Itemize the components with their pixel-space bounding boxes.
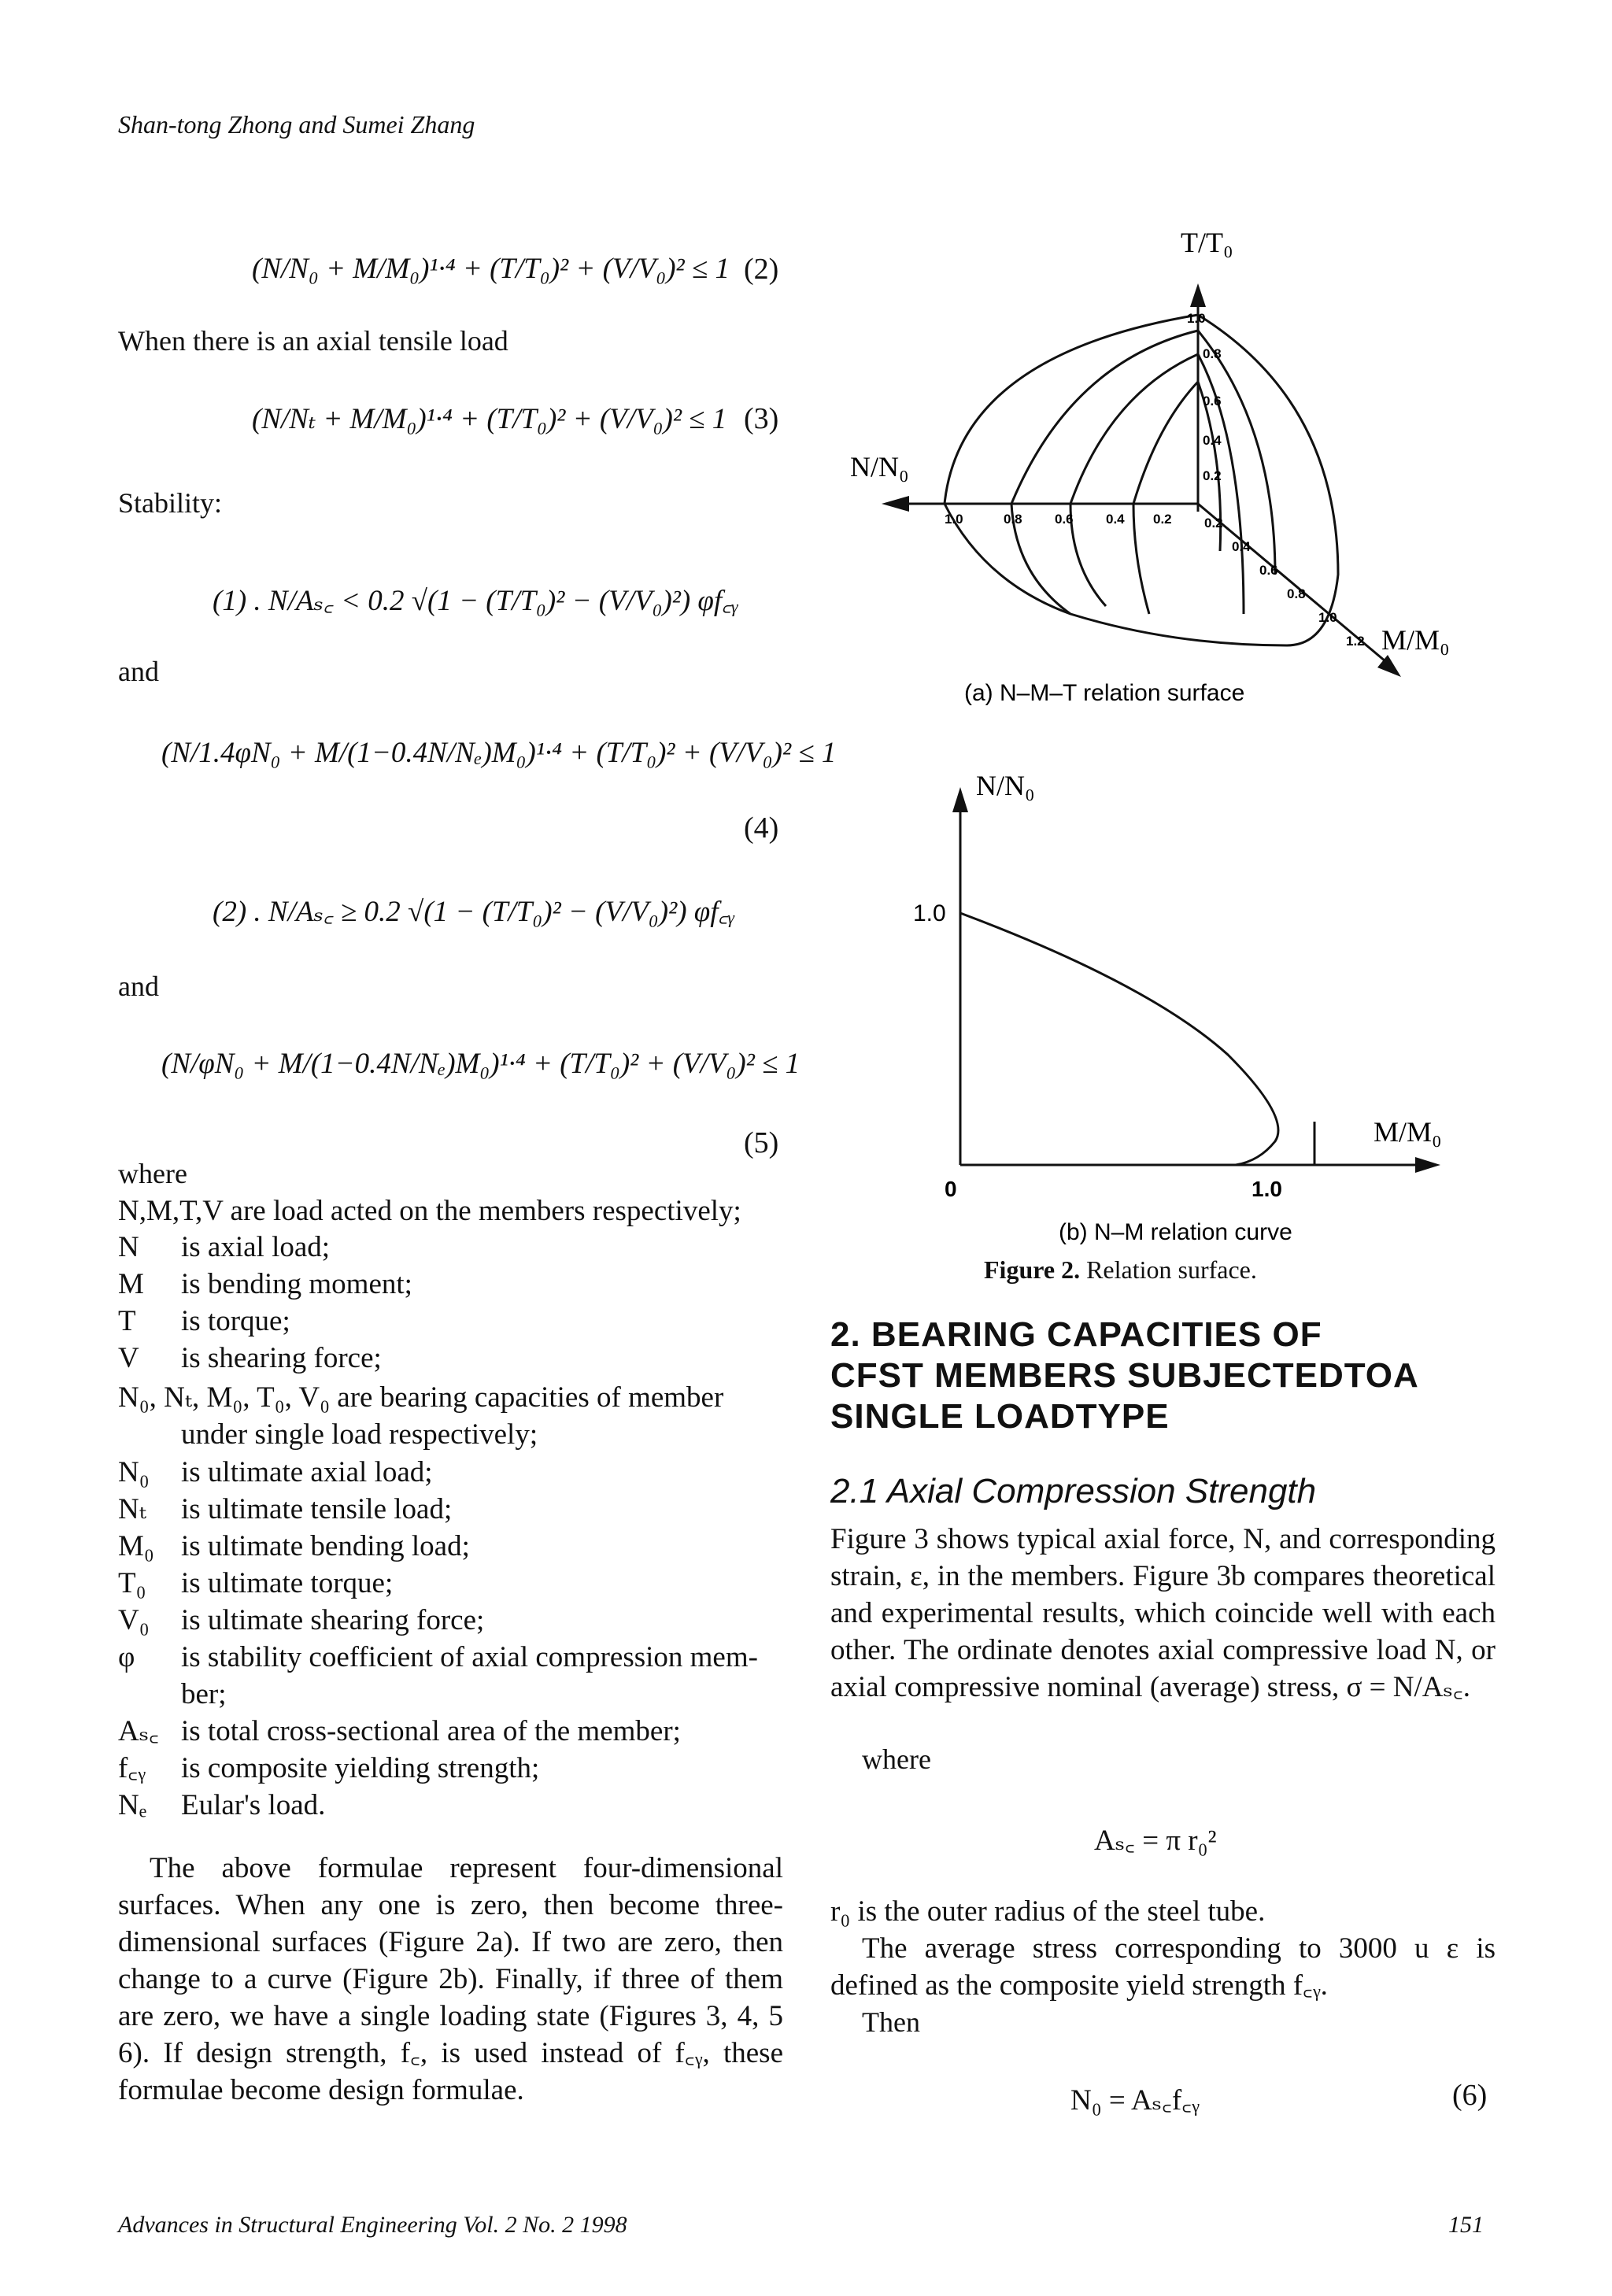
capacities-line-2: under single load respectively; [181, 1418, 538, 1451]
vert-tick: 0.6 [1203, 394, 1222, 409]
symbol: φ [118, 1641, 135, 1673]
figure-2a [834, 205, 1543, 724]
symbol: Aₛ꜀ [118, 1715, 159, 1747]
symbol: N [118, 1231, 139, 1263]
arrow-left-icon [882, 496, 909, 512]
page-number: 151 [1448, 2212, 1484, 2238]
origin-label: 0 [945, 1177, 957, 1201]
section-heading-line: SINGLE LOADTYPE [830, 1397, 1170, 1436]
symbol: V [118, 1342, 139, 1374]
vert-tick: 0.2 [1203, 468, 1222, 483]
equation-3: (N/Nₜ + M/M₀)¹·⁴ + (T/T₀)² + (V/V₀)² ≤ 1 [252, 403, 727, 435]
symbol-definition: is torque; [181, 1305, 290, 1337]
n-m-curve [960, 913, 1278, 1165]
equation-3-number: (3) [744, 402, 779, 435]
figure-title: Relation surface. [1086, 1255, 1257, 1284]
horiz-tick: 0.8 [1004, 512, 1022, 527]
section-heading-line: CFST MEMBERS SUBJECTEDTOA [830, 1356, 1419, 1395]
figure-2a-caption: (a) N–M–T relation surface [964, 680, 1245, 706]
left-paragraph: The above formulae represent four-dimensional surfaces. When any one is zero, then become three-dimensional surfaces (Figure 2a). If two are zero, then change to a curve (Figure 2b). Finally, if three of them are zero, we have a single loading state (Figures 3, 4, 5 6). If design strength, f꜀, is used instead of f꜀ᵧ, these formulae become design formulae. [118, 1852, 783, 2106]
symbol: M₀ [118, 1530, 154, 1562]
symbol-definition: ber; [181, 1678, 227, 1710]
symbol-definition: is shearing force; [181, 1342, 382, 1374]
symbol-list-1 [118, 1229, 795, 1387]
equation-2: (N/N₀ + M/M₀)¹·⁴ + (T/T₀)² + (V/V₀)² ≤ 1 [252, 253, 730, 285]
condition-2: (2) . N/Aₛ꜀ ≥ 0.2 √(1 − (T/T₀)² − (V/V₀)²) φf꜀ᵧ [213, 896, 735, 928]
meridian [1133, 382, 1198, 504]
diag-tick: 0.4 [1232, 539, 1251, 554]
symbol-definition: Eular's load. [181, 1789, 326, 1821]
tension-intro: When there is an axial tensile load [118, 325, 508, 357]
x-tick-label: 1.0 [1252, 1177, 1282, 1201]
symbol-definition: is axial load; [181, 1231, 331, 1263]
figure-caption [984, 1255, 1257, 1285]
r0-line: r₀ is the outer radius of the steel tube. [830, 1895, 1266, 1928]
label-m-m0: M/M₀ [1374, 1116, 1442, 1148]
symbol: V₀ [118, 1604, 150, 1636]
equation-6: N₀ = Aₛ꜀f꜀ᵧ [1070, 2084, 1200, 2117]
subsection-heading: 2.1 Axial Compression Strength [830, 1472, 1317, 1510]
equation-5-number: (5) [744, 1126, 779, 1159]
symbol: T₀ [118, 1567, 146, 1599]
vert-tick: 0.4 [1203, 433, 1222, 448]
horiz-tick: 0.6 [1055, 512, 1074, 527]
where-label: where [118, 1158, 187, 1189]
symbol-definition: is ultimate tensile load; [181, 1493, 453, 1525]
figure-2b-caption: (b) N–M relation curve [1059, 1219, 1292, 1245]
stability-label: Stability: [118, 487, 223, 519]
symbol: T [118, 1305, 136, 1337]
symbol-definition: is bending moment; [181, 1268, 412, 1300]
symbol-definition: is ultimate axial load; [181, 1456, 433, 1488]
symbol-definition: is ultimate torque; [181, 1567, 394, 1599]
meridian [1070, 354, 1198, 504]
figure-2b [889, 756, 1456, 1259]
vert-tick: 1.0 [1187, 311, 1206, 326]
running-header: Shan-tong Zhong and Sumei Zhang [118, 110, 475, 139]
symbol: Nₑ [118, 1789, 147, 1821]
label-m-m0: M/M₀ [1381, 624, 1450, 656]
symbol-definition: is ultimate shearing force; [181, 1604, 485, 1636]
and-1: and [118, 656, 159, 687]
symbol: f꜀ᵧ [118, 1752, 146, 1784]
and-2: and [118, 971, 159, 1002]
label-n-n0: N/N₀ [850, 451, 909, 482]
symbol-definition: is composite yielding strength; [181, 1752, 540, 1784]
then-label: Then [862, 2006, 920, 2038]
symbol: Nₜ [118, 1493, 146, 1525]
diag-tick: 1.2 [1346, 634, 1365, 649]
symbol-list-2 [118, 1455, 795, 1832]
arrow-up-icon [952, 787, 968, 812]
diag-tick: 1.0 [1318, 610, 1337, 625]
meridian [1070, 504, 1106, 606]
label-n-n0: N/N₀ [976, 770, 1035, 801]
figure-label: Figure 2. [984, 1255, 1081, 1284]
y-tick-label: 1.0 [913, 900, 946, 926]
diag-tick: 0.2 [1204, 516, 1223, 531]
symbol-definition: is ultimate bending load; [181, 1530, 470, 1562]
equation-4-number: (4) [744, 812, 779, 845]
symbol: N₀ [118, 1456, 150, 1488]
where-label-right: where [862, 1743, 931, 1775]
arrow-right-icon [1415, 1157, 1440, 1173]
equation-6-number: (6) [1452, 2079, 1488, 2112]
footer-journal: Advances in Structural Engineering Vol. 2 No. 2 1998 [118, 2212, 627, 2238]
vert-tick: 0.8 [1203, 346, 1222, 361]
horiz-tick: 0.4 [1106, 512, 1125, 527]
symbol-definition: is stability coefficient of axial compression mem- [181, 1641, 758, 1673]
diag-tick: 0.6 [1259, 563, 1278, 578]
diag-tick: 0.8 [1287, 586, 1306, 601]
section-heading [830, 1314, 1539, 1437]
nmtv-line: N,M,T,V are load acted on the members respectively; [118, 1195, 741, 1227]
capacities-line-1: N₀, Nₜ, M₀, T₀, V₀ are bearing capacities of member [118, 1381, 724, 1414]
right-paragraph-2: The average stress corresponding to 3000 u ε is defined as the composite yield strength f꜀ᵧ. [830, 1932, 1496, 2002]
arrow-up-icon [1190, 283, 1206, 307]
section-heading-line: 2. BEARING CAPACITIES OF [830, 1315, 1322, 1354]
horiz-tick: 1.0 [945, 512, 963, 527]
right-paragraph-1: Figure 3 shows typical axial force, N, and corresponding strain, ε, in the members. Figure 3b compares theoretical and experimental results, which coincide well with each other. The ordinate denotes axial compressive load N, or axial compressive nominal (average) stress, σ = N/Aₛ꜀. [830, 1523, 1496, 1703]
symbol: M [118, 1268, 144, 1300]
meridian [1133, 504, 1149, 614]
equation-4: (N/1.4φN₀ + M/(1−0.4N/Nₑ)M₀)¹·⁴ + (T/T₀)² + (V/V₀)² ≤ 1 [161, 737, 837, 769]
equation-2-number: (2) [744, 253, 779, 286]
equation-asc: Aₛ꜀ = π r₀² [1094, 1825, 1217, 1857]
label-t-t0: T/T₀ [1181, 227, 1233, 258]
symbol-definition: is total cross-sectional area of the member; [181, 1715, 681, 1747]
horiz-tick: 0.2 [1153, 512, 1172, 527]
equation-5: (N/φN₀ + M/(1−0.4N/Nₑ)M₀)¹·⁴ + (T/T₀)² + (V/V₀)² ≤ 1 [161, 1048, 800, 1080]
condition-1: (1) . N/Aₛ꜀ < 0.2 √(1 − (T/T₀)² − (V/V₀)²) φf꜀ᵧ [213, 585, 739, 617]
